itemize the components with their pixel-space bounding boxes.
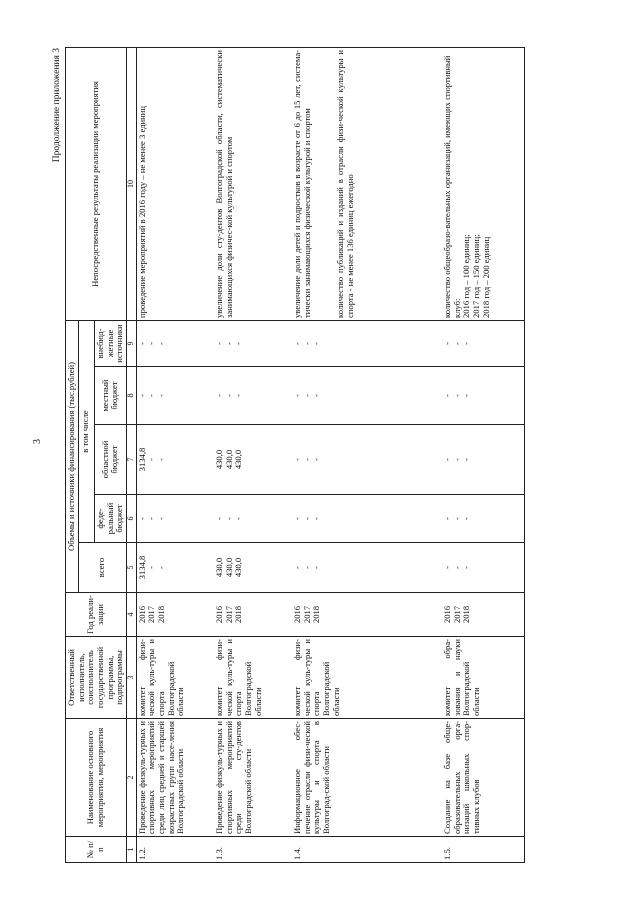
row-result: увеличение доли сту-дентов Волгоградской области, систематически занимающихся физичес-кой культурой и спортом bbox=[214, 47, 292, 320]
col-number: 8 bbox=[126, 367, 136, 425]
header-federal: феде-ральный бюджет bbox=[94, 495, 126, 543]
header-regional: областной бюджет bbox=[94, 425, 126, 495]
table-row bbox=[214, 47, 292, 862]
row-result: проведение мероприятий в 2016 году – не менее 3 единиц bbox=[136, 47, 214, 320]
row-result-part: количество публикаций и изданий в отрасли физи-ческой культуры и спорта - не менее 136 единиц ежегодно bbox=[335, 49, 356, 318]
row-name: Проведение физкуль-турных и спортивных мероприятий среди сту-дентов Волгоградской области bbox=[214, 719, 292, 837]
row-num: 1.4. bbox=[292, 837, 442, 863]
row-executor: комитет обра-зования и науки Волгоградской области bbox=[442, 637, 524, 719]
row-regional: 3134,8 - - bbox=[136, 425, 214, 495]
row-federal: - - - bbox=[442, 495, 524, 543]
col-number: 5 bbox=[126, 543, 136, 593]
row-result bbox=[292, 47, 442, 320]
row-executor: комитет физи-ческой куль-туры и спорта Волгоградской области bbox=[136, 637, 214, 719]
row-local: - - - bbox=[136, 367, 214, 425]
table-row bbox=[292, 47, 442, 862]
header-funding: Объемы и источники финансирования (тыс.рублей) bbox=[66, 320, 79, 592]
page-number: 3 bbox=[32, 439, 43, 444]
row-num: 1.2. bbox=[136, 837, 214, 863]
row-total: 430,0 430,0 430,0 bbox=[214, 543, 292, 593]
header-name: Наименование основного мероприятия, мероприятия bbox=[66, 719, 127, 837]
row-federal: - - - bbox=[214, 495, 292, 543]
row-total: - - - bbox=[442, 543, 524, 593]
header-including: в том числе bbox=[78, 320, 94, 542]
header-result: Непосредственные результаты реализации мероприятия bbox=[66, 47, 127, 320]
row-result-part: увеличение доли детей и подростков в возрасте от 6 до 15 лет, система-тически занимающихся физической культурой и спортом bbox=[292, 49, 312, 318]
col-number: 4 bbox=[126, 593, 136, 637]
col-number: 10 bbox=[126, 47, 136, 320]
row-extra: - - - bbox=[214, 320, 292, 366]
col-number: 1 bbox=[126, 837, 136, 863]
row-local: - - - bbox=[292, 367, 442, 425]
header-local: местный бюджет bbox=[94, 367, 126, 425]
header-executor: Ответственный исполнитель, соисполнитель государственной программы, подпрограммы bbox=[66, 637, 127, 719]
row-regional: 430,0 430,0 430,0 bbox=[214, 425, 292, 495]
appendix-note: Продолжение приложения 3 bbox=[52, 48, 62, 163]
header-extra: внебюд-жетные источники bbox=[94, 320, 126, 366]
row-name: Информационное обес-печение отрасли физи-ческой культуры и спорта в Волгоград-ской области bbox=[292, 719, 442, 837]
row-years: 2016 2017 2018 bbox=[136, 593, 214, 637]
header-year: Год реали-зации bbox=[66, 593, 127, 637]
row-total: 3134,8 - - bbox=[136, 543, 214, 593]
row-regional: - - - bbox=[292, 425, 442, 495]
col-number: 2 bbox=[126, 719, 136, 837]
row-federal: - - - bbox=[136, 495, 214, 543]
rotated-page bbox=[50, 48, 580, 863]
row-result: количество общеобразо-вательных организаций, имеющих спортивный клуб: 2016 год – 100 единиц; 2017 год – 150 единиц; 2018 год – 200 единиц bbox=[442, 47, 524, 320]
row-extra: - - - bbox=[292, 320, 442, 366]
row-executor: комитет физи-ческой куль-туры и спорта Волгоградской области bbox=[214, 637, 292, 719]
funding-table bbox=[65, 47, 525, 863]
header-num: № п/п bbox=[66, 837, 127, 863]
table-row bbox=[442, 47, 524, 862]
col-number: 7 bbox=[126, 425, 136, 495]
table-row bbox=[136, 47, 214, 862]
table-header bbox=[66, 47, 137, 862]
row-years: 2016 2017 2018 bbox=[442, 593, 524, 637]
row-total: - - - bbox=[292, 543, 442, 593]
row-years: 2016 2017 2018 bbox=[214, 593, 292, 637]
col-number: 3 bbox=[126, 637, 136, 719]
row-local: - - - bbox=[214, 367, 292, 425]
col-number: 9 bbox=[126, 320, 136, 366]
row-name: Проведение физкуль-турных и спортивных мероприятий среди лиц средней и старшей возрастных групп насе-ления Волгоградской области bbox=[136, 719, 214, 837]
row-local: - - - bbox=[442, 367, 524, 425]
row-num: 1.3. bbox=[214, 837, 292, 863]
row-name: Создание на базе обще-образовательных орга-низаций школьных спор-тивных клубов bbox=[442, 719, 524, 837]
table-body bbox=[136, 47, 524, 862]
row-executor: комитет физи-ческой куль-туры и спорта Волгоградской области bbox=[292, 637, 442, 719]
row-regional: - - - bbox=[442, 425, 524, 495]
row-federal: - - - bbox=[292, 495, 442, 543]
row-num: 1.5. bbox=[442, 837, 524, 863]
row-years: 2016 2017 2018 bbox=[292, 593, 442, 637]
row-extra: - - - bbox=[442, 320, 524, 366]
row-extra: - - - bbox=[136, 320, 214, 366]
col-number: 6 bbox=[126, 495, 136, 543]
header-total: всего bbox=[78, 543, 126, 593]
